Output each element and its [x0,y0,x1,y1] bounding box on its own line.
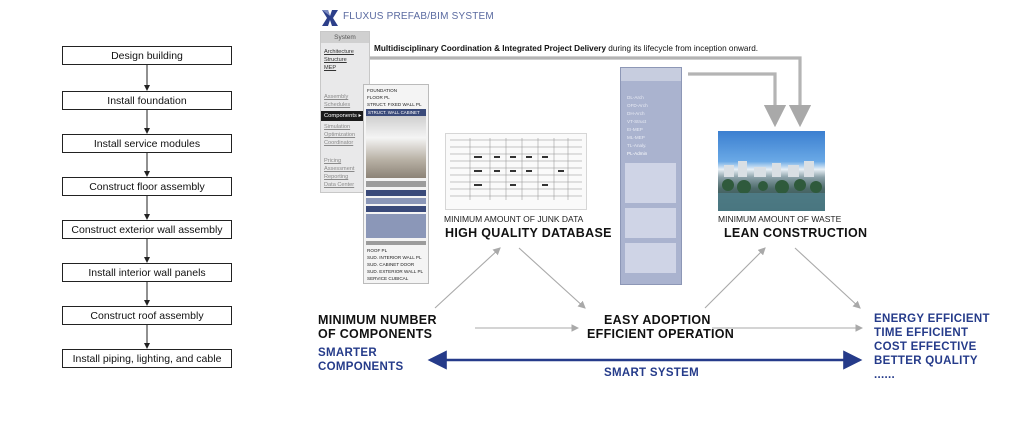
benefit-energy: ENERGY EFFICIENT [874,313,990,325]
phone-text-block [625,243,676,273]
menu-item-assessment[interactable]: Assessment [324,166,355,172]
arrow-database-to-adoption [519,248,585,308]
feedback-arrow-outer [370,58,800,124]
submenu-item-service[interactable]: SERVICE CUBICAL [367,276,409,281]
headline-bold: Multidisciplinary Coordination & Integrated Project Delivery [374,44,607,53]
flow-step-exterior-wall: Construct exterior wall assembly [62,220,232,239]
menu-arrow-icon: ▸ [358,113,362,119]
phone-item-2[interactable]: OFD-Arch [627,103,648,108]
component-preview-image [366,116,426,178]
smarter-label-line2: COMPONENTS [318,361,404,373]
submenu-field-bar [366,198,426,204]
menu-item-schedules[interactable]: Schedules [324,102,351,108]
phone-text-block [625,208,676,238]
submenu-field-bar [366,206,426,212]
arrow-adoption-to-lean [705,248,765,308]
buildings-graphic [718,131,825,211]
components-submenu [363,84,429,284]
menu-item-data-center[interactable]: Data Center [324,182,355,188]
headline-rest: during its lifecycle from inception onward. [606,44,759,53]
phone-item-3[interactable]: DH-Arch [627,111,645,116]
submenu-field-bar [366,190,426,196]
benefit-cost: COST EFFECTIVE [874,341,977,353]
submenu-field-bar [366,241,426,245]
menu-item-components-label: Components [324,113,357,119]
junk-data-label: MINIMUM AMOUNT OF JUNK DATA [444,214,584,224]
arrow-lean-to-benefits [795,248,860,308]
menu-header: System [321,32,369,43]
phone-item-5[interactable]: EI-MEP [627,127,643,132]
menu-item-assembly[interactable]: Assembly [324,94,349,100]
phone-item-7[interactable]: TL-Analy. [627,143,647,148]
headline [374,44,758,53]
lean-construction-photo [718,131,825,211]
smart-system-label: SMART SYSTEM [604,367,699,379]
benefit-time: TIME EFFICIENT [874,327,969,339]
flow-step-foundation: Install foundation [62,91,232,110]
submenu-selected-bar[interactable] [366,109,426,116]
menu-item-coordinator[interactable]: Coordinator [324,140,354,146]
phone-item-4[interactable]: VT-Struct [627,119,647,124]
phone-item-1[interactable]: DL-Arch [627,95,644,100]
components-label-line2: OF COMPONENTS [318,327,433,341]
waste-label: MINIMUM AMOUNT OF WASTE [718,214,842,224]
feedback-arrows [370,58,800,124]
phone-text-block [625,163,676,203]
flow-step-design: Design building [62,46,232,65]
flow-step-interior-wall: Install interior wall panels [62,263,232,282]
lean-label: LEAN CONSTRUCTION [724,226,868,240]
menu-item-reporting[interactable]: Reporting [324,174,349,180]
menu-item-mep[interactable]: MEP [324,65,337,71]
arrow-components-to-database [435,248,500,308]
submenu-item-cabinet-door[interactable]: SUD. CABINET DOOR [367,262,415,267]
x-logo-icon [320,8,340,28]
submenu-item-foundation[interactable]: FOUNDATION [367,88,398,93]
submenu-item-roof[interactable]: ROOF PL [367,248,388,253]
menu-item-architecture[interactable]: Architecture [324,49,354,55]
menu-item-simulation[interactable]: Simulation [324,124,351,130]
flow-step-roof: Construct roof assembly [62,306,232,325]
phone-top-bar [621,68,681,81]
submenu-item-exterior-wall[interactable]: SUD. EXTERIOR WALL PL [367,269,424,274]
submenu-item-interior-wall[interactable]: SUD. INTERIOR WALL PL [367,255,422,260]
flow-step-service: Install service modules [62,134,232,153]
feedback-arrow-inner [688,74,775,124]
logo-text: FLUXUS PREFAB/BIM SYSTEM [343,11,494,22]
database-table-image [445,133,587,210]
submenu-field-block [366,214,426,238]
flow-step-floor: Construct floor assembly [62,177,232,196]
menu-item-optimization[interactable]: Optimization [324,132,356,138]
submenu-field-bar [366,181,426,187]
menu-item-pricing[interactable]: Pricing [324,158,342,164]
adoption-label-line1: EASY ADOPTION [604,313,711,327]
submenu-item-floor[interactable]: FLOOR PL [367,95,390,100]
smarter-label-line1: SMARTER [318,347,377,359]
menu-item-structure[interactable]: Structure [324,57,347,63]
database-label: HIGH QUALITY DATABASE [445,226,612,240]
components-label-line1: MINIMUM NUMBER [318,313,437,327]
adoption-label-line2: EFFICIENT OPERATION [587,327,735,341]
benefit-quality: BETTER QUALITY [874,355,978,367]
submenu-item-wall-cabinet: STRUCT. WALL CABINET [368,110,420,115]
submenu-item-fixed-wall[interactable]: STRUCT. FIXED WALL PL [367,102,422,107]
phone-item-8[interactable]: PL-Admin [627,151,648,156]
phone-screen [620,67,682,285]
phone-item-6[interactable]: ML-MEP [627,135,645,140]
flow-step-piping: Install piping, lighting, and cable [62,349,232,368]
benefit-more: ...... [874,369,895,381]
database-table-graphic [446,134,586,209]
benefits-list [874,312,990,382]
